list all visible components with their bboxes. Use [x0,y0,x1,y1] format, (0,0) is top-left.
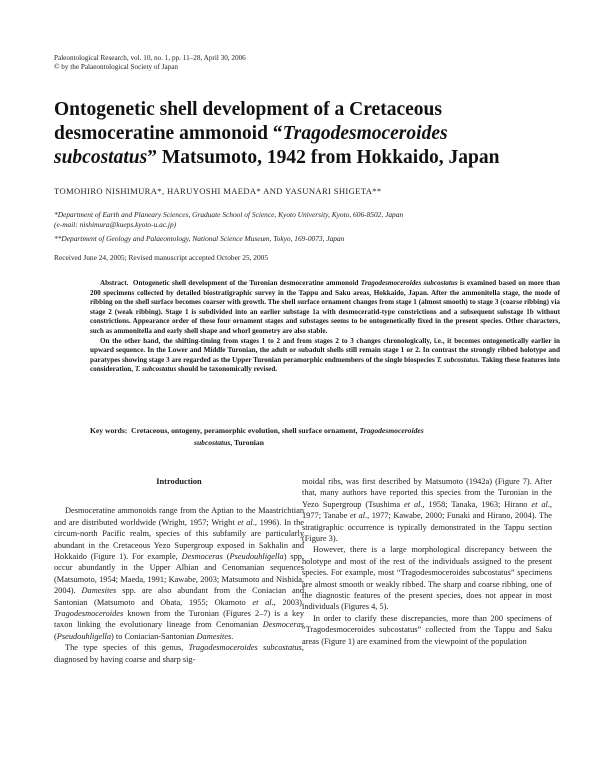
keywords-continuation [90,437,560,449]
keywords-text: Cretaceous, ontogeny, peramorphic evolution, shell surface ornament, [131,426,360,435]
title-species-name: Tragodesmoceroides subcostatus [54,123,448,168]
title-part-3: ” Matsumoto, 1942 from Hokkaido, Japan [147,147,500,168]
body-italic: Damesites [81,586,117,596]
body-text: ( [54,631,57,641]
body-text: spp. are also abundant from the Coniacian and Santonian (Matsumoto and Obata, 1955; Okamoto [54,586,304,607]
affiliation-1-address: *Department of Earth and Planeary Sciences, Graduate School of Science, Kyoto University, Kyoto, 606-8502, Japan [54,210,404,219]
body-column-left [54,476,304,665]
body-italic: et al [404,499,421,509]
body-text: The type species of this genus, [65,643,189,653]
intro-paragraph-3: However, there is a large morphological discrepancy between the holotype and most of the rest of the individuals assigned to the present species. For example, most “Tragodesmoceroides subcostatus” specimens are almost smooth or weakly ribbed. The sharp and coarse ribbing, one of the diagnostic features of the present species, does not appear in most individuals (Figures 4, 5). [302,545,552,612]
affiliation-2: **Department of Geology and Palaeontology, National Science Museum, Tokyo, 169-0073, Japan [54,234,345,243]
body-italic: et al [531,499,548,509]
body-italic: et al [349,511,366,521]
copyright-notice: © by the Palaeontological Society of Japan [54,63,179,71]
abstract-species: Tragodesmoceroides subcostatus [360,279,458,287]
body-text: ., 2003). [271,597,305,607]
body-text: , diagnosed by having coarse and sharp sig- [54,643,304,664]
journal-citation: Paleontological Research, vol. 10, no. 1, pp. 11–28, April 30, 2006 [54,54,246,62]
body-text: ) to Coniacian-Santonian [111,631,197,641]
journal-header [54,54,246,72]
keywords-species: Tragodesmoceroides [359,426,424,435]
intro-paragraph-2 [54,642,304,665]
abstract-text: Ontogenetic shell development of the Turonian desmoceratine ammonoid [132,279,361,287]
keywords-species: subcostatus [194,437,231,447]
body-italic: Pseudouhligella [229,552,284,562]
body-text: moidal ribs, was first described by Matsumoto (1942a) (Figure 7). After that, many authors have reported this species from the Turonian in the Yezo Supergroup (Tsushima [302,477,552,509]
abstract-text: On the other hand, the shifting-timing from stages 1 to 2 and from stages 2 to 3 changes chronologically, i.e., it becomes ontogenetically earlier in upward sequence. In the Lower and Middle Turonian, the adult or subadult shells still remain stage 1 or 2. In contrast the strongly ribbed holotype and paratypes showing stage 3 are regarded as the Upper Turonian peramorphic endmembers of the single biospecies [90,336,560,364]
body-text: ., 1996). In the circum-north Pacific realm, species of this subfamily are particularly abundant in the Cretaceous Yezo Supergroup exposed in Sakhalin and Hokkaido (Figure 1). For example, [54,517,304,562]
section-heading-introduction: Introduction [156,477,202,486]
body-italic: Tragodesmoceroides [54,609,124,619]
body-italic: Desmoceras [181,552,223,562]
body-italic: Pseudouhligella [56,631,112,641]
body-text: . [231,631,234,641]
body-text: ( [222,552,230,562]
intro-paragraph-1 [54,505,304,642]
intro-paragraph-4: In order to clarify these discrepancies, more than 200 specimens of “Tragodesmoceroides subcostatus” collected from the Tappu and Saku areas (Figure 1) are examined from the viewpoint of the population [302,613,552,646]
body-italic: Tragodesmoceroides subcostatus [188,643,302,653]
body-text: Desmoceratine ammonoids range from the Aptian to the Maastrichtian and are distributed worldwide (Wright, 1957; Wright [54,506,304,527]
body-italic: et al [252,597,272,607]
author-list: TOMOHIRO NISHIMURA*, HARUYOSHI MAEDA* AND YASUNARI SHIGETA** [54,186,382,196]
keywords [90,425,560,448]
body-text: known from the Turonian (Figures 2–7) is a key taxon linking the evolutionary lineage from Cenomanian [54,609,304,630]
body-column-right [302,476,552,647]
paper-title [54,98,554,170]
intro-paragraph-2-continued [302,476,552,544]
abstract-text: . Taking these features into consideration, [90,355,561,374]
body-italic: Desmoceras [262,620,304,630]
body-text: ) spp. occur abundantly in the Upper Albian and Cenomanian sequences (Matsumoto, 1954; Maeda, 1991; Kawabe, 2003; Matsumoto and Nishida, 2004). [54,552,305,596]
body-italic: et al [237,517,253,527]
title-part-1: Ontogenetic shell development of a Cretaceous desmoceratine ammonoid “ [54,99,442,144]
abstract-text: is examined based on more than 200 specimens collected by detailed biostratigraphic survey in the Tappu and Saku areas, Hokkaido, Japan. After the ammonitella stage, the mode of ribbing on the shell surface becomes coarser with growth. The shell surface ornament changes from stage 1 (almost smooth) to stage 3 (coarse ribbing) via stage 2 (weak ribbing). Stage 1 is subdivided into an earlier substage 1a with desmoceratid-type constrictions and a subsequent substage 1b without constrictions. Appearance order of these four ornament stages and substages seems to be ontogenetically fixed in the present species. Other characters, such as ammonitella and early shell shape and whorl geometry are also stable. [90,279,560,335]
body-text: ., 1977; Tanabe [302,499,552,521]
body-text: ., 1958; Tanaka, 1963; Hirano [420,499,532,509]
abstract-paragraph-1 [90,279,560,337]
abstract-text: should be taxonomically revised. [176,365,278,374]
received-dates: Received June 24, 2005; Revised manuscript accepted October 25, 2005 [54,253,269,262]
keywords-label: Key words: [90,426,128,435]
abstract [90,279,560,375]
keywords-text: , Turonian [230,437,264,447]
body-text: ., 1977; Kawabe, 2000; Funaki and Hirano, 2004). The stratigraphic occurrence is typically demonstrated in the Tappu section (Figure 3). [302,511,552,544]
abstract-species: T. subcostatus [134,365,177,374]
abstract-paragraph-2 [90,337,560,375]
affiliation-1-email: (e-mail: nishimura@kueps.kyoto-u.ac.jp) [54,220,177,229]
abstract-label: Abstract. [100,279,129,287]
abstract-species: T. subcostatus [436,355,479,364]
affiliation-1 [54,210,554,230]
body-italic: Damesites [196,631,232,641]
